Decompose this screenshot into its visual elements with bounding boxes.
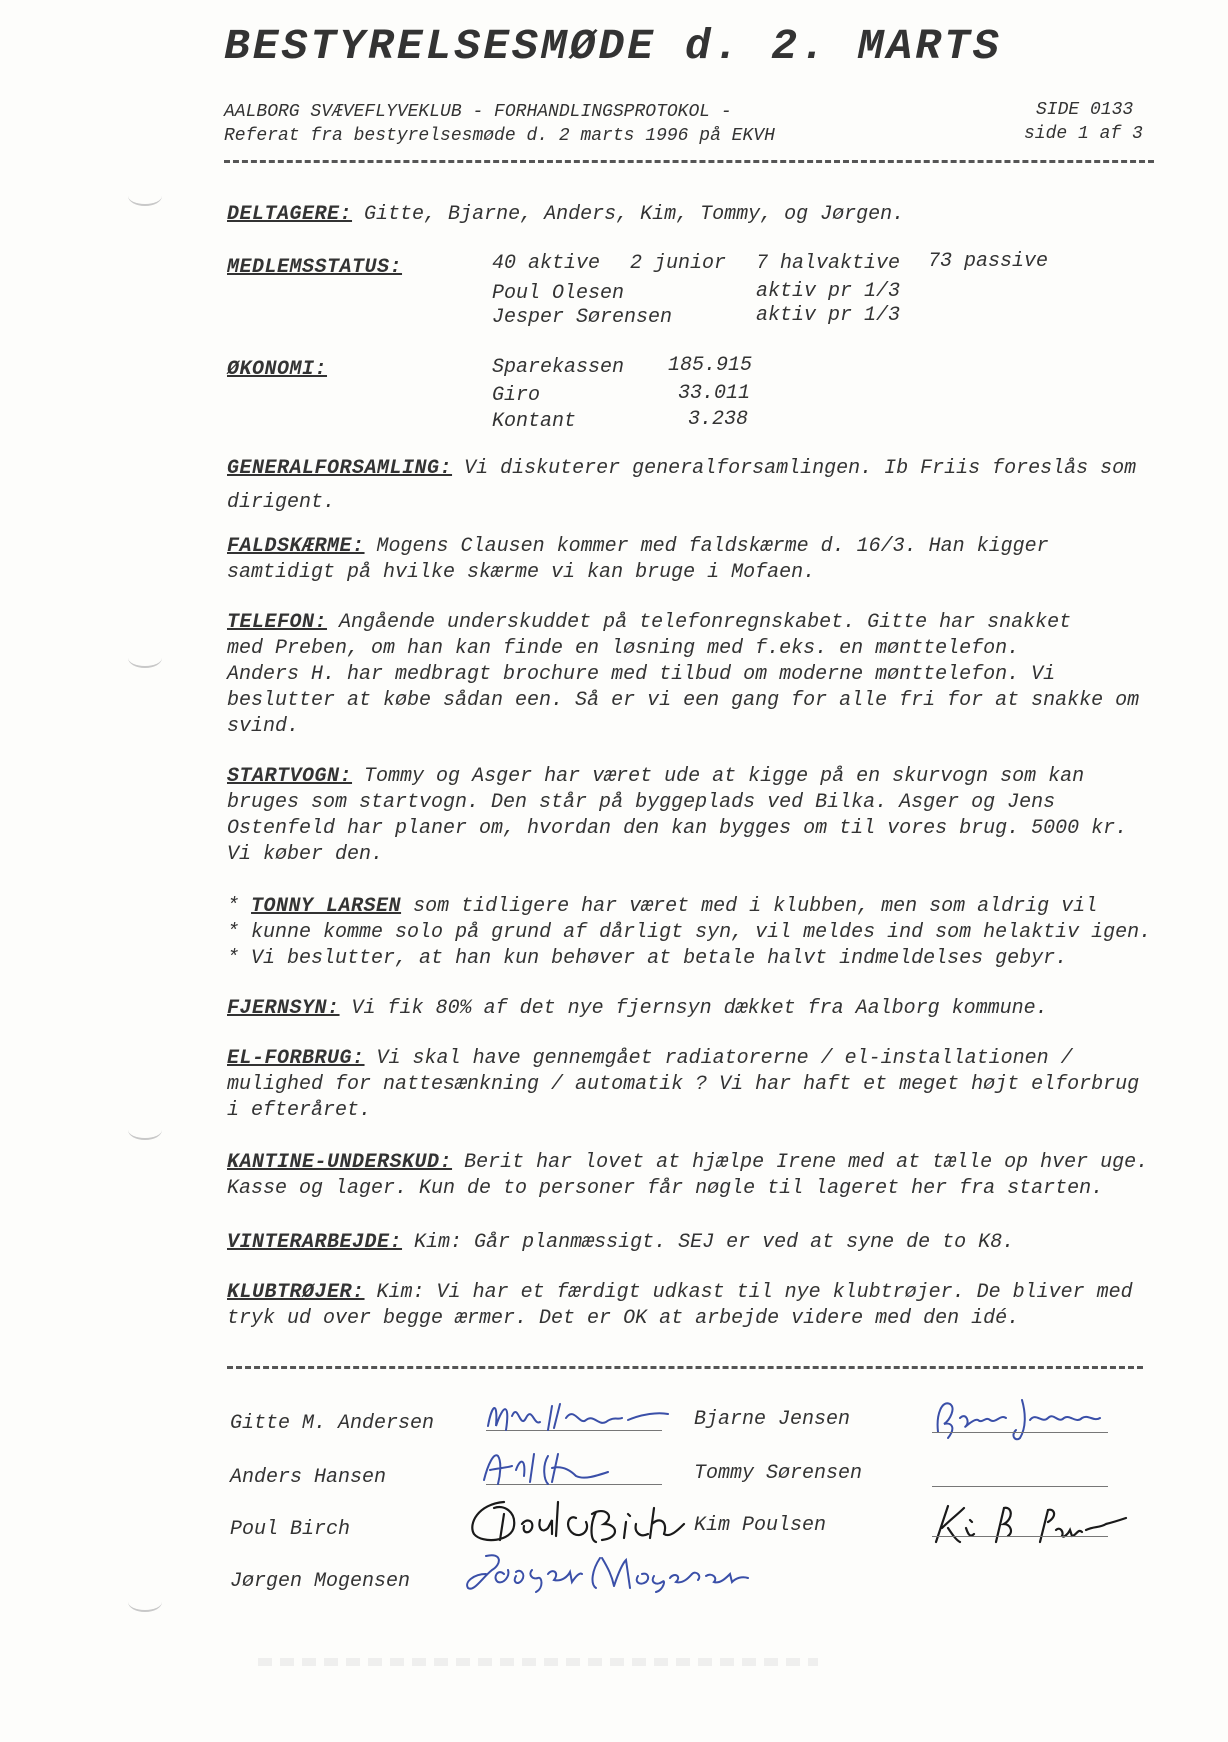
- medlemsstatus-heading: MEDLEMSSTATUS:: [227, 256, 403, 279]
- signature-line: [932, 1486, 1108, 1487]
- elforbrug-text: i efteråret.: [227, 1099, 372, 1122]
- deltagere-section: [227, 202, 1157, 228]
- elforbrug-section: [227, 1046, 1157, 1124]
- bullet-star: *: [227, 895, 240, 918]
- punch-hole-mark: [128, 648, 162, 668]
- vinterarbejde-section: [227, 1230, 1157, 1256]
- handwritten-signature: [930, 1394, 1120, 1444]
- startvogn-text: Ostenfeld har planer om, hvordan den kan bygges om til vores brug. 5000 kr.: [227, 817, 1128, 840]
- kantine-heading: KANTINE-UNDERSKUD:: [227, 1151, 453, 1174]
- signature-line: [932, 1536, 1108, 1537]
- telefon-heading: TELEFON:: [227, 611, 328, 634]
- handwritten-signature: [482, 1396, 672, 1440]
- bleed-through-text: [258, 1658, 818, 1666]
- bullet-star: *: [227, 921, 240, 944]
- kantine-section: [227, 1150, 1157, 1202]
- handwritten-signature: [476, 1446, 626, 1490]
- faldskaerme-section: [227, 534, 1157, 586]
- klubtrojer-heading: KLUBTRØJER:: [227, 1281, 365, 1304]
- kantine-text: Berit har lovet at hjælpe Irene med at tælle op hver uge.: [464, 1151, 1149, 1174]
- tonny-text: kunne komme solo på grund af dårligt syn, vil meldes ind som helaktiv igen.: [251, 921, 1152, 944]
- okonomi-label: Sparekassen: [492, 356, 625, 379]
- telefon-section: [227, 610, 1157, 740]
- referat-line: Referat fra bestyrelsesmøde d. 2 marts 1996 på EKVH: [224, 126, 775, 146]
- okonomi-heading: ØKONOMI:: [227, 358, 328, 381]
- telefon-text: svind.: [227, 715, 300, 738]
- startvogn-section: [227, 764, 1157, 868]
- status-aktive: 40 aktive: [492, 252, 601, 275]
- punch-hole-mark: [128, 1120, 162, 1140]
- deltagere-heading: DELTAGERE:: [227, 203, 353, 226]
- handwritten-signature: [464, 1494, 702, 1552]
- tonny-larsen-section: [227, 894, 1157, 972]
- tonny-text: Vi beslutter, at han kun behøver at betale halvt indmeldelses gebyr.: [251, 947, 1068, 970]
- signer-name: Bjarne Jensen: [694, 1408, 851, 1431]
- klubtrojer-section: [227, 1280, 1157, 1332]
- fjernsyn-heading: FJERNSYN:: [227, 997, 340, 1020]
- elforbrug-text: mulighed for nattesænkning / automatik ? Vi har haft et meget højt elforbrug: [227, 1073, 1140, 1096]
- okonomi-value: 33.011: [678, 382, 751, 405]
- telefon-text: beslutter at købe sådan een. Så er vi een gang for alle fri for at snakke om: [227, 689, 1140, 712]
- okonomi-value: 3.238: [688, 408, 749, 431]
- handwritten-signature: [930, 1498, 1130, 1550]
- signer-name: Kim Poulsen: [694, 1514, 827, 1537]
- tonny-larsen-heading: TONNY LARSEN: [251, 895, 402, 918]
- fjernsyn-section: [227, 996, 1157, 1022]
- elforbrug-text: Vi skal have gennemgået radiatorerne / el-installationen /: [376, 1047, 1073, 1070]
- status-passive: 73 passive: [928, 250, 1049, 273]
- elforbrug-heading: EL-FORBRUG:: [227, 1047, 365, 1070]
- signature-line: [932, 1432, 1108, 1433]
- tonny-text: som tidligere har været med i klubben, men som aldrig vil: [413, 895, 1098, 918]
- signer-name: Gitte M. Andersen: [230, 1412, 435, 1435]
- klubtrojer-text: tryk ud over begge ærmer. Det er OK at arbejde videre med den idé.: [227, 1307, 1020, 1330]
- handwritten-signature: [462, 1548, 762, 1598]
- okonomi-label: Kontant: [492, 410, 577, 433]
- club-protocol-header: AALBORG SVÆVEFLYVEKLUB - FORHANDLINGSPROTOKOL -: [224, 102, 732, 122]
- deltagere-text: Gitte, Bjarne, Anders, Kim, Tommy, og Jørgen.: [364, 203, 905, 226]
- punch-hole-mark: [128, 186, 162, 206]
- telefon-text: Angående underskuddet på telefonregnskabet. Gitte har snakket: [339, 611, 1072, 634]
- telefon-text: Anders H. har medbragt brochure med tilbud om moderne mønttelefon. Vi: [227, 663, 1056, 686]
- status-junior: 2 junior: [630, 252, 727, 275]
- signature-divider: [227, 1366, 1143, 1369]
- bullet-star: *: [227, 947, 240, 970]
- signer-name: Anders Hansen: [230, 1466, 387, 1489]
- faldskaerme-text: Mogens Clausen kommer med faldskærme d. 16/3. Han kigger: [376, 535, 1049, 558]
- punch-hole-mark: [128, 1592, 162, 1612]
- generalforsamling-text: dirigent.: [227, 491, 336, 514]
- telefon-text: med Preben, om han kan finde en løsning med f.eks. en mønttelefon.: [227, 637, 1020, 660]
- signer-name: Jørgen Mogensen: [230, 1570, 411, 1593]
- startvogn-text: Tommy og Asger har været ude at kigge på en skurvogn som kan: [364, 765, 1085, 788]
- startvogn-text: Vi køber den.: [227, 843, 384, 866]
- document-title: BESTYRELSESMØDE d. 2. MARTS: [224, 22, 1002, 71]
- page-number-label: SIDE 0133: [1036, 100, 1134, 120]
- generalforsamling-heading: GENERALFORSAMLING:: [227, 457, 453, 480]
- generalforsamling-section: [227, 456, 1157, 516]
- member-name: Jesper Sørensen: [492, 306, 673, 329]
- faldskaerme-heading: FALDSKÆRME:: [227, 535, 365, 558]
- member-status: aktiv pr 1/3: [756, 280, 901, 303]
- fjernsyn-text: Vi fik 80% af det nye fjernsyn dækket fra Aalborg kommune.: [351, 997, 1048, 1020]
- page-count-label: side 1 af 3: [1024, 124, 1143, 144]
- startvogn-heading: STARTVOGN:: [227, 765, 353, 788]
- kantine-text: Kasse og lager. Kun de to personer får nøgle til lageret her fra starten.: [227, 1177, 1104, 1200]
- okonomi-value: 185.915: [668, 354, 753, 377]
- status-halvaktive: 7 halvaktive: [756, 252, 901, 275]
- okonomi-label: Giro: [492, 384, 541, 407]
- startvogn-text: bruges som startvogn. Den står på byggeplads ved Bilka. Asger og Jens: [227, 791, 1056, 814]
- vinterarbejde-heading: VINTERARBEJDE:: [227, 1231, 403, 1254]
- vinterarbejde-text: Kim: Går planmæssigt. SEJ er ved at syne de to K8.: [414, 1231, 1015, 1254]
- member-status: aktiv pr 1/3: [756, 304, 901, 327]
- generalforsamling-text: Vi diskuterer generalforsamlingen. Ib Friis foreslås som: [464, 457, 1137, 480]
- klubtrojer-text: Kim: Vi har et færdigt udkast til nye klubtrøjer. De bliver med: [376, 1281, 1133, 1304]
- signer-name: Poul Birch: [230, 1518, 351, 1541]
- member-name: Poul Olesen: [492, 282, 625, 305]
- signer-name: Tommy Sørensen: [694, 1462, 863, 1485]
- faldskaerme-text: samtidigt på hvilke skærme vi kan bruge i Mofaen.: [227, 561, 816, 584]
- header-divider: [224, 160, 1154, 163]
